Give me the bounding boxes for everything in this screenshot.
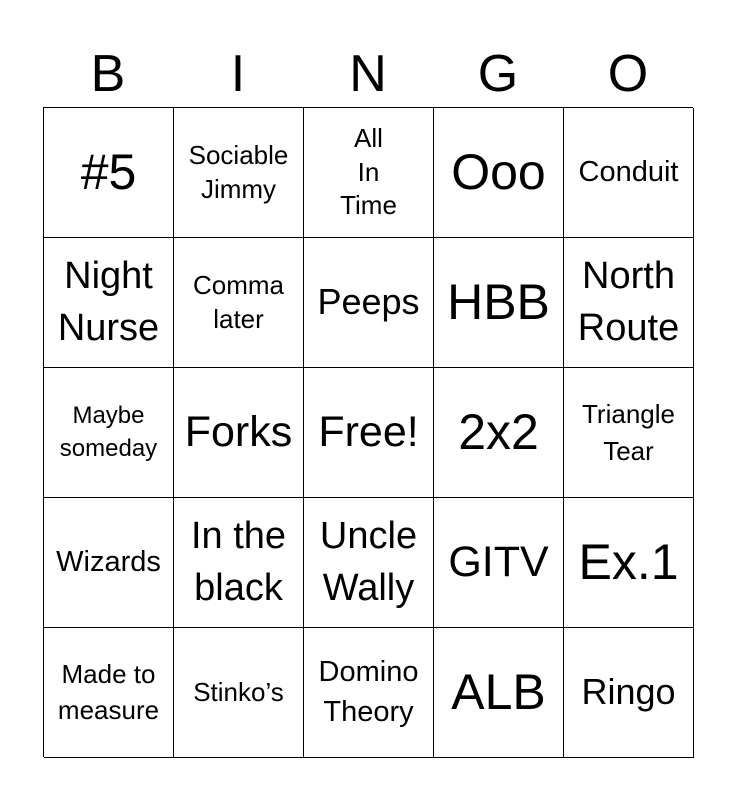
bingo-cell-r1c3[interactable]: [304, 108, 434, 238]
bingo-cell-r5c2[interactable]: [174, 628, 304, 758]
cell-text: Ooo: [451, 144, 546, 201]
cell-text: Ex.1: [578, 534, 679, 591]
header-letter-o: O: [607, 45, 649, 103]
cell-text: All In Time: [340, 122, 397, 221]
cell-text: Maybe someday: [59, 401, 158, 462]
header-letter-n: N: [349, 45, 387, 103]
cell-text: Ringo: [581, 671, 676, 713]
cell-text: #5: [80, 144, 137, 201]
cell-text: Forks: [184, 408, 293, 457]
cell-text: Free!: [318, 408, 419, 457]
bingo-cell-r4c1[interactable]: [44, 498, 174, 628]
bingo-cell-r3c5[interactable]: [564, 368, 694, 498]
cell-text: Made to measure: [57, 659, 160, 725]
bingo-cell-r3c2[interactable]: [174, 368, 304, 498]
bingo-cell-r4c2[interactable]: [174, 498, 304, 628]
bingo-cell-r1c4[interactable]: [434, 108, 564, 238]
bingo-cell-r5c4[interactable]: [434, 628, 564, 758]
header-letter-i: I: [230, 45, 246, 103]
cell-text: Conduit: [578, 156, 679, 189]
bingo-cell-r5c5[interactable]: [564, 628, 694, 758]
bingo-cell-r4c4[interactable]: [434, 498, 564, 628]
bingo-cell-r2c4[interactable]: [434, 238, 564, 368]
cell-text: North Route: [577, 255, 680, 349]
cell-text: Wizards: [56, 546, 161, 579]
cell-text: Night Nurse: [57, 255, 160, 349]
header-letter-g: G: [477, 45, 519, 103]
bingo-cell-r2c5[interactable]: [564, 238, 694, 368]
cell-text: Domino Theory: [318, 656, 419, 728]
bingo-cell-r2c2[interactable]: [174, 238, 304, 368]
cell-text: HBB: [447, 274, 550, 331]
cell-text: ALB: [451, 664, 546, 721]
cell-text: Stinko’s: [193, 676, 284, 707]
cell-text: Peeps: [317, 281, 420, 323]
bingo-cell-r2c1[interactable]: [44, 238, 174, 368]
cell-text: Comma later: [192, 269, 284, 334]
cell-text: GITV: [448, 538, 549, 587]
bingo-cell-r2c3[interactable]: [304, 238, 434, 368]
bingo-cell-r5c3[interactable]: [304, 628, 434, 758]
bingo-cell-r4c5[interactable]: [564, 498, 694, 628]
cell-text: In the black: [190, 515, 287, 609]
bingo-cell-r3c3[interactable]: [304, 368, 434, 498]
bingo-cell-r1c1[interactable]: [44, 108, 174, 238]
bingo-cell-r1c5[interactable]: [564, 108, 694, 238]
bingo-cell-r5c1[interactable]: [44, 628, 174, 758]
cell-text: 2x2: [458, 404, 539, 461]
header-letter-b: B: [90, 45, 126, 103]
cell-text: Sociable Jimmy: [188, 139, 289, 204]
bingo-board: [43, 107, 693, 757]
bingo-cell-r3c4[interactable]: [434, 368, 564, 498]
bingo-cell-r3c1[interactable]: [44, 368, 174, 498]
bingo-header: [43, 40, 693, 108]
bingo-cell-r4c3[interactable]: [304, 498, 434, 628]
cell-text: Triangle Tear: [582, 399, 675, 466]
bingo-cell-r1c2[interactable]: [174, 108, 304, 238]
cell-text: Uncle Wally: [319, 515, 418, 609]
